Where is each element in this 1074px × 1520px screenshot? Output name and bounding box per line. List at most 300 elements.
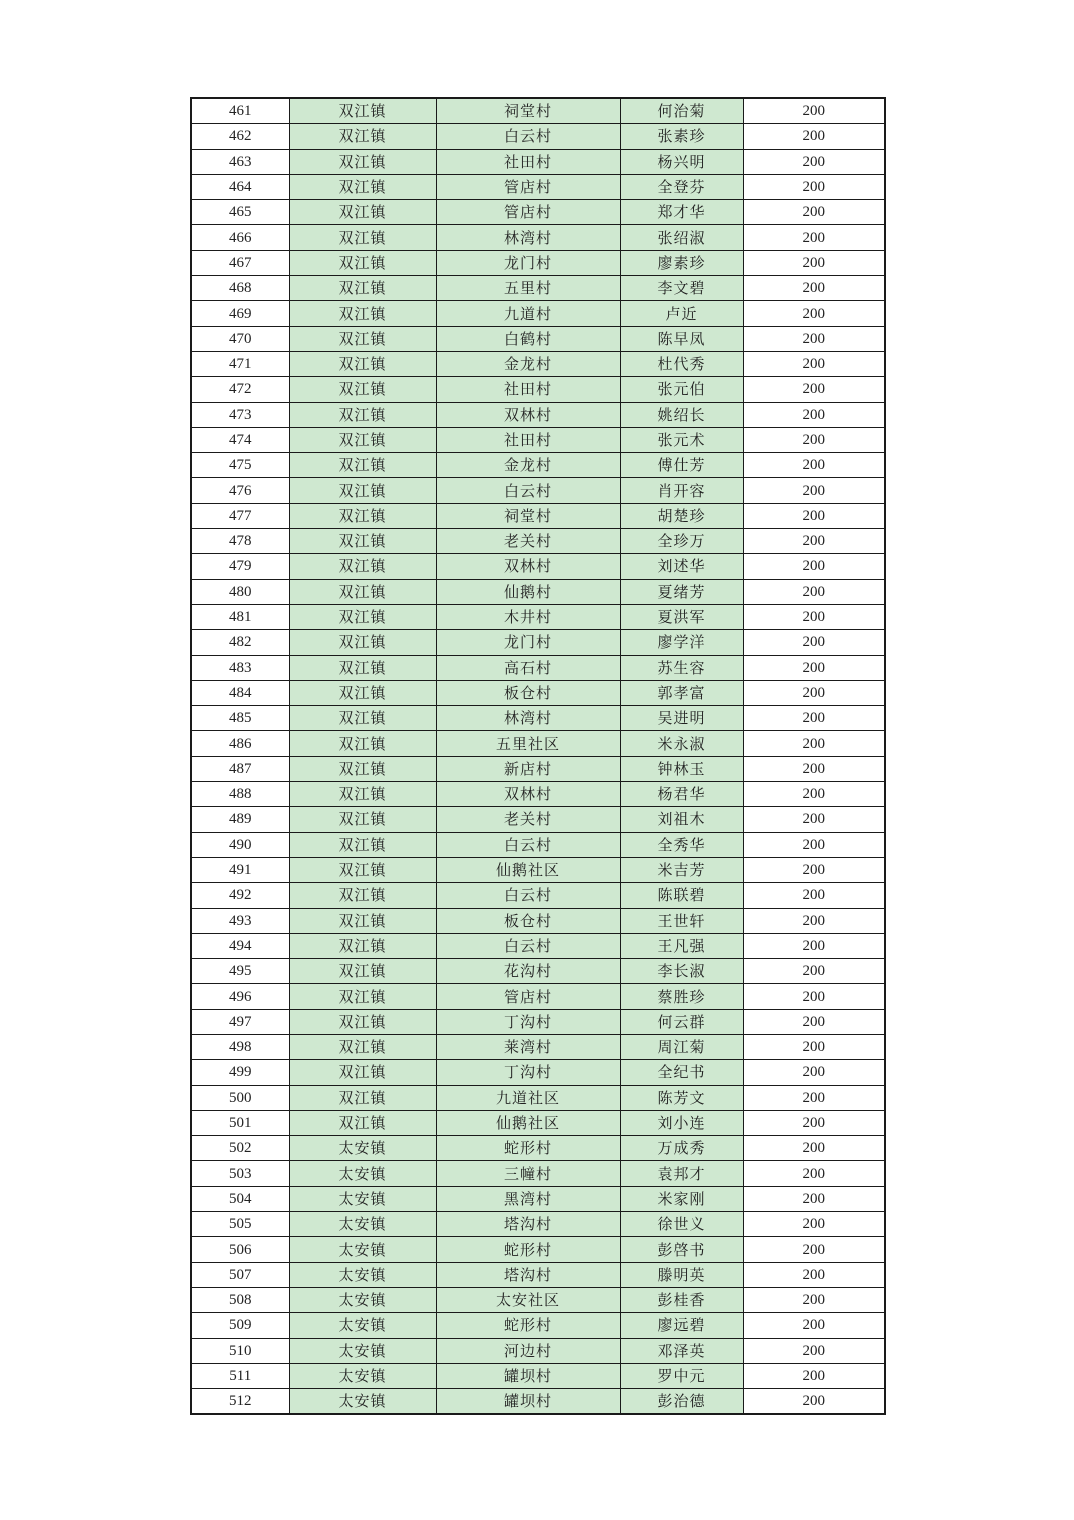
amount-cell: 200 [743, 1237, 885, 1262]
table-row [191, 1034, 885, 1059]
person-name-cell: 全秀华 [620, 832, 743, 857]
person-name-cell: 杨兴明 [620, 149, 743, 174]
village-cell: 塔沟村 [436, 1212, 620, 1237]
person-name-cell: 陈早凤 [620, 326, 743, 351]
person-name-cell: 肖开容 [620, 478, 743, 503]
amount-cell: 200 [743, 782, 885, 807]
person-name-cell: 全纪书 [620, 1060, 743, 1085]
person-name-cell: 杜代秀 [620, 351, 743, 376]
table-row [191, 427, 885, 452]
row-number: 477 [191, 503, 289, 528]
amount-cell: 200 [743, 933, 885, 958]
row-number: 491 [191, 857, 289, 882]
town-cell: 双江镇 [289, 782, 436, 807]
row-number: 507 [191, 1262, 289, 1287]
village-cell: 高石村 [436, 655, 620, 680]
row-number: 499 [191, 1060, 289, 1085]
amount-cell: 200 [743, 680, 885, 705]
amount-cell: 200 [743, 1212, 885, 1237]
row-number: 495 [191, 959, 289, 984]
row-number: 489 [191, 807, 289, 832]
town-cell: 双江镇 [289, 807, 436, 832]
town-cell: 双江镇 [289, 377, 436, 402]
amount-cell: 200 [743, 604, 885, 629]
row-number: 471 [191, 351, 289, 376]
row-number: 497 [191, 1009, 289, 1034]
person-name-cell: 廖远碧 [620, 1313, 743, 1338]
town-cell: 双江镇 [289, 1060, 436, 1085]
person-name-cell: 王世轩 [620, 908, 743, 933]
table-row [191, 1262, 885, 1287]
village-cell: 仙鹅村 [436, 579, 620, 604]
amount-cell: 200 [743, 908, 885, 933]
village-cell: 蛇形村 [436, 1136, 620, 1161]
person-name-cell: 陈芳文 [620, 1085, 743, 1110]
town-cell: 双江镇 [289, 301, 436, 326]
village-cell: 金龙村 [436, 351, 620, 376]
village-cell: 双林村 [436, 402, 620, 427]
town-cell: 太安镇 [289, 1212, 436, 1237]
village-cell: 白云村 [436, 478, 620, 503]
village-cell: 五里村 [436, 276, 620, 301]
town-cell: 双江镇 [289, 529, 436, 554]
person-name-cell: 彭治德 [620, 1389, 743, 1415]
row-number: 506 [191, 1237, 289, 1262]
amount-cell: 200 [743, 959, 885, 984]
village-cell: 蛇形村 [436, 1313, 620, 1338]
table-row [191, 857, 885, 882]
amount-cell: 200 [743, 250, 885, 275]
village-cell: 祠堂村 [436, 98, 620, 124]
town-cell: 双江镇 [289, 933, 436, 958]
amount-cell: 200 [743, 276, 885, 301]
table-row [191, 200, 885, 225]
amount-cell: 200 [743, 1110, 885, 1135]
amount-cell: 200 [743, 301, 885, 326]
village-cell: 龙门村 [436, 250, 620, 275]
person-name-cell: 万成秀 [620, 1136, 743, 1161]
table-row [191, 1313, 885, 1338]
row-number: 511 [191, 1363, 289, 1388]
row-number: 501 [191, 1110, 289, 1135]
table-row [191, 756, 885, 781]
row-number: 488 [191, 782, 289, 807]
table-row [191, 529, 885, 554]
person-name-cell: 夏绪芳 [620, 579, 743, 604]
table-row [191, 276, 885, 301]
person-name-cell: 姚绍长 [620, 402, 743, 427]
row-number: 490 [191, 832, 289, 857]
town-cell: 太安镇 [289, 1186, 436, 1211]
village-cell: 仙鹅社区 [436, 1110, 620, 1135]
town-cell: 太安镇 [289, 1262, 436, 1287]
amount-cell: 200 [743, 1338, 885, 1363]
table-row [191, 174, 885, 199]
row-number: 485 [191, 706, 289, 731]
amount-cell: 200 [743, 1009, 885, 1034]
table-row [191, 1212, 885, 1237]
village-cell: 白云村 [436, 124, 620, 149]
table-row [191, 984, 885, 1009]
person-name-cell: 苏生容 [620, 655, 743, 680]
town-cell: 双江镇 [289, 276, 436, 301]
row-number: 470 [191, 326, 289, 351]
person-name-cell: 郭孝富 [620, 680, 743, 705]
row-number: 465 [191, 200, 289, 225]
town-cell: 太安镇 [289, 1287, 436, 1312]
row-number: 468 [191, 276, 289, 301]
amount-cell: 200 [743, 326, 885, 351]
person-name-cell: 卢近 [620, 301, 743, 326]
table-row [191, 453, 885, 478]
amount-cell: 200 [743, 225, 885, 250]
town-cell: 双江镇 [289, 908, 436, 933]
table-row [191, 782, 885, 807]
town-cell: 双江镇 [289, 959, 436, 984]
village-cell: 太安社区 [436, 1287, 620, 1312]
village-cell: 丁沟村 [436, 1060, 620, 1085]
amount-cell: 200 [743, 1262, 885, 1287]
amount-cell: 200 [743, 1287, 885, 1312]
town-cell: 双江镇 [289, 1085, 436, 1110]
amount-cell: 200 [743, 756, 885, 781]
amount-cell: 200 [743, 174, 885, 199]
village-cell: 板仓村 [436, 908, 620, 933]
row-number: 474 [191, 427, 289, 452]
person-name-cell: 邓泽英 [620, 1338, 743, 1363]
person-name-cell: 廖素珍 [620, 250, 743, 275]
village-cell: 蛇形村 [436, 1237, 620, 1262]
row-number: 462 [191, 124, 289, 149]
person-name-cell: 彭桂香 [620, 1287, 743, 1312]
town-cell: 太安镇 [289, 1363, 436, 1388]
person-name-cell: 杨君华 [620, 782, 743, 807]
amount-cell: 200 [743, 98, 885, 124]
table-row [191, 1287, 885, 1312]
village-cell: 罐坝村 [436, 1363, 620, 1388]
table-row [191, 250, 885, 275]
village-cell: 社田村 [436, 149, 620, 174]
person-name-cell: 胡楚珍 [620, 503, 743, 528]
village-cell: 老关村 [436, 807, 620, 832]
amount-cell: 200 [743, 478, 885, 503]
person-name-cell: 全珍万 [620, 529, 743, 554]
person-name-cell: 钟林玉 [620, 756, 743, 781]
table-row [191, 149, 885, 174]
person-name-cell: 何治菊 [620, 98, 743, 124]
village-cell: 老关村 [436, 529, 620, 554]
row-number: 466 [191, 225, 289, 250]
person-name-cell: 罗中元 [620, 1363, 743, 1388]
town-cell: 双江镇 [289, 984, 436, 1009]
town-cell: 双江镇 [289, 124, 436, 149]
row-number: 475 [191, 453, 289, 478]
person-name-cell: 周江菊 [620, 1034, 743, 1059]
town-cell: 双江镇 [289, 857, 436, 882]
village-cell: 双林村 [436, 782, 620, 807]
amount-cell: 200 [743, 124, 885, 149]
table-row [191, 807, 885, 832]
amount-cell: 200 [743, 351, 885, 376]
table-row [191, 326, 885, 351]
person-name-cell: 彭啓书 [620, 1237, 743, 1262]
amount-cell: 200 [743, 1313, 885, 1338]
table-row [191, 908, 885, 933]
town-cell: 双江镇 [289, 1110, 436, 1135]
row-number: 500 [191, 1085, 289, 1110]
amount-cell: 200 [743, 503, 885, 528]
row-number: 508 [191, 1287, 289, 1312]
table-row [191, 1085, 885, 1110]
amount-cell: 200 [743, 1389, 885, 1415]
row-number: 512 [191, 1389, 289, 1415]
village-cell: 木井村 [436, 604, 620, 629]
town-cell: 双江镇 [289, 554, 436, 579]
table-row [191, 1363, 885, 1388]
table-row [191, 1389, 885, 1415]
village-cell: 五里社区 [436, 731, 620, 756]
village-cell: 双林村 [436, 554, 620, 579]
table-row [191, 680, 885, 705]
amount-cell: 200 [743, 200, 885, 225]
table-row [191, 655, 885, 680]
person-name-cell: 米家刚 [620, 1186, 743, 1211]
row-number: 469 [191, 301, 289, 326]
town-cell: 太安镇 [289, 1389, 436, 1415]
amount-cell: 200 [743, 731, 885, 756]
town-cell: 双江镇 [289, 250, 436, 275]
town-cell: 双江镇 [289, 731, 436, 756]
village-cell: 九道村 [436, 301, 620, 326]
row-number: 502 [191, 1136, 289, 1161]
town-cell: 双江镇 [289, 225, 436, 250]
village-cell: 丁沟村 [436, 1009, 620, 1034]
town-cell: 双江镇 [289, 680, 436, 705]
row-number: 484 [191, 680, 289, 705]
amount-cell: 200 [743, 402, 885, 427]
village-cell: 花沟村 [436, 959, 620, 984]
row-number: 472 [191, 377, 289, 402]
table-row [191, 832, 885, 857]
amount-cell: 200 [743, 554, 885, 579]
table-row [191, 1136, 885, 1161]
person-name-cell: 李长淑 [620, 959, 743, 984]
table-row [191, 1110, 885, 1135]
village-cell: 黑湾村 [436, 1186, 620, 1211]
town-cell: 双江镇 [289, 579, 436, 604]
person-name-cell: 全登芬 [620, 174, 743, 199]
town-cell: 双江镇 [289, 98, 436, 124]
village-cell: 板仓村 [436, 680, 620, 705]
table-row [191, 402, 885, 427]
amount-cell: 200 [743, 1060, 885, 1085]
village-cell: 九道社区 [436, 1085, 620, 1110]
amount-cell: 200 [743, 377, 885, 402]
amount-cell: 200 [743, 1085, 885, 1110]
subsidy-roster-table [190, 97, 886, 1415]
amount-cell: 200 [743, 984, 885, 1009]
town-cell: 太安镇 [289, 1161, 436, 1186]
amount-cell: 200 [743, 453, 885, 478]
town-cell: 双江镇 [289, 174, 436, 199]
village-cell: 林湾村 [436, 225, 620, 250]
table-row [191, 301, 885, 326]
town-cell: 太安镇 [289, 1313, 436, 1338]
person-name-cell: 郑才华 [620, 200, 743, 225]
person-name-cell: 蔡胜珍 [620, 984, 743, 1009]
row-number: 503 [191, 1161, 289, 1186]
village-cell: 白鹤村 [436, 326, 620, 351]
table-row [191, 933, 885, 958]
row-number: 482 [191, 630, 289, 655]
village-cell: 莱湾村 [436, 1034, 620, 1059]
amount-cell: 200 [743, 1034, 885, 1059]
row-number: 467 [191, 250, 289, 275]
amount-cell: 200 [743, 655, 885, 680]
village-cell: 白云村 [436, 832, 620, 857]
amount-cell: 200 [743, 1363, 885, 1388]
amount-cell: 200 [743, 807, 885, 832]
person-name-cell: 廖学洋 [620, 630, 743, 655]
row-number: 498 [191, 1034, 289, 1059]
town-cell: 双江镇 [289, 630, 436, 655]
village-cell: 龙门村 [436, 630, 620, 655]
amount-cell: 200 [743, 579, 885, 604]
row-number: 494 [191, 933, 289, 958]
town-cell: 双江镇 [289, 200, 436, 225]
row-number: 481 [191, 604, 289, 629]
row-number: 492 [191, 883, 289, 908]
person-name-cell: 陈联碧 [620, 883, 743, 908]
amount-cell: 200 [743, 427, 885, 452]
table-row [191, 706, 885, 731]
village-cell: 金龙村 [436, 453, 620, 478]
village-cell: 仙鹅社区 [436, 857, 620, 882]
amount-cell: 200 [743, 857, 885, 882]
row-number: 504 [191, 1186, 289, 1211]
row-number: 480 [191, 579, 289, 604]
table-row [191, 1338, 885, 1363]
table-row [191, 959, 885, 984]
table-row [191, 225, 885, 250]
person-name-cell: 张素珍 [620, 124, 743, 149]
table-row [191, 1186, 885, 1211]
village-cell: 河边村 [436, 1338, 620, 1363]
row-number: 476 [191, 478, 289, 503]
row-number: 479 [191, 554, 289, 579]
town-cell: 双江镇 [289, 655, 436, 680]
village-cell: 管店村 [436, 984, 620, 1009]
person-name-cell: 刘祖木 [620, 807, 743, 832]
row-number: 464 [191, 174, 289, 199]
table-row [191, 124, 885, 149]
village-cell: 三幢村 [436, 1161, 620, 1186]
town-cell: 双江镇 [289, 149, 436, 174]
row-number: 505 [191, 1212, 289, 1237]
row-number: 496 [191, 984, 289, 1009]
village-cell: 白云村 [436, 933, 620, 958]
row-number: 483 [191, 655, 289, 680]
town-cell: 双江镇 [289, 478, 436, 503]
amount-cell: 200 [743, 832, 885, 857]
table-row [191, 351, 885, 376]
row-number: 478 [191, 529, 289, 554]
town-cell: 双江镇 [289, 351, 436, 376]
table-row [191, 1237, 885, 1262]
village-cell: 罐坝村 [436, 1389, 620, 1415]
table-row [191, 478, 885, 503]
row-number: 461 [191, 98, 289, 124]
town-cell: 双江镇 [289, 604, 436, 629]
town-cell: 双江镇 [289, 1034, 436, 1059]
person-name-cell: 刘小连 [620, 1110, 743, 1135]
person-name-cell: 李文碧 [620, 276, 743, 301]
amount-cell: 200 [743, 883, 885, 908]
town-cell: 双江镇 [289, 326, 436, 351]
amount-cell: 200 [743, 1186, 885, 1211]
person-name-cell: 米吉芳 [620, 857, 743, 882]
person-name-cell: 夏洪军 [620, 604, 743, 629]
table-row [191, 377, 885, 402]
roster-body [191, 98, 885, 1414]
town-cell: 双江镇 [289, 503, 436, 528]
person-name-cell: 徐世义 [620, 1212, 743, 1237]
table-row [191, 1009, 885, 1034]
amount-cell: 200 [743, 706, 885, 731]
town-cell: 双江镇 [289, 402, 436, 427]
row-number: 487 [191, 756, 289, 781]
village-cell: 社田村 [436, 377, 620, 402]
town-cell: 双江镇 [289, 883, 436, 908]
table-row [191, 630, 885, 655]
table-row [191, 503, 885, 528]
person-name-cell: 王凡强 [620, 933, 743, 958]
person-name-cell: 滕明英 [620, 1262, 743, 1287]
town-cell: 双江镇 [289, 706, 436, 731]
table-row [191, 883, 885, 908]
town-cell: 太安镇 [289, 1338, 436, 1363]
amount-cell: 200 [743, 529, 885, 554]
row-number: 473 [191, 402, 289, 427]
row-number: 510 [191, 1338, 289, 1363]
town-cell: 双江镇 [289, 453, 436, 478]
table-row [191, 731, 885, 756]
person-name-cell: 刘述华 [620, 554, 743, 579]
row-number: 463 [191, 149, 289, 174]
amount-cell: 200 [743, 1161, 885, 1186]
person-name-cell: 张元术 [620, 427, 743, 452]
person-name-cell: 张绍淑 [620, 225, 743, 250]
amount-cell: 200 [743, 1136, 885, 1161]
row-number: 509 [191, 1313, 289, 1338]
person-name-cell: 吴进明 [620, 706, 743, 731]
town-cell: 双江镇 [289, 1009, 436, 1034]
person-name-cell: 张元伯 [620, 377, 743, 402]
person-name-cell: 傅仕芳 [620, 453, 743, 478]
town-cell: 双江镇 [289, 756, 436, 781]
table-row [191, 604, 885, 629]
table-row [191, 554, 885, 579]
town-cell: 双江镇 [289, 427, 436, 452]
person-name-cell: 袁邦才 [620, 1161, 743, 1186]
table-row [191, 98, 885, 124]
town-cell: 太安镇 [289, 1237, 436, 1262]
row-number: 486 [191, 731, 289, 756]
amount-cell: 200 [743, 630, 885, 655]
village-cell: 祠堂村 [436, 503, 620, 528]
person-name-cell: 米永淑 [620, 731, 743, 756]
village-cell: 管店村 [436, 200, 620, 225]
